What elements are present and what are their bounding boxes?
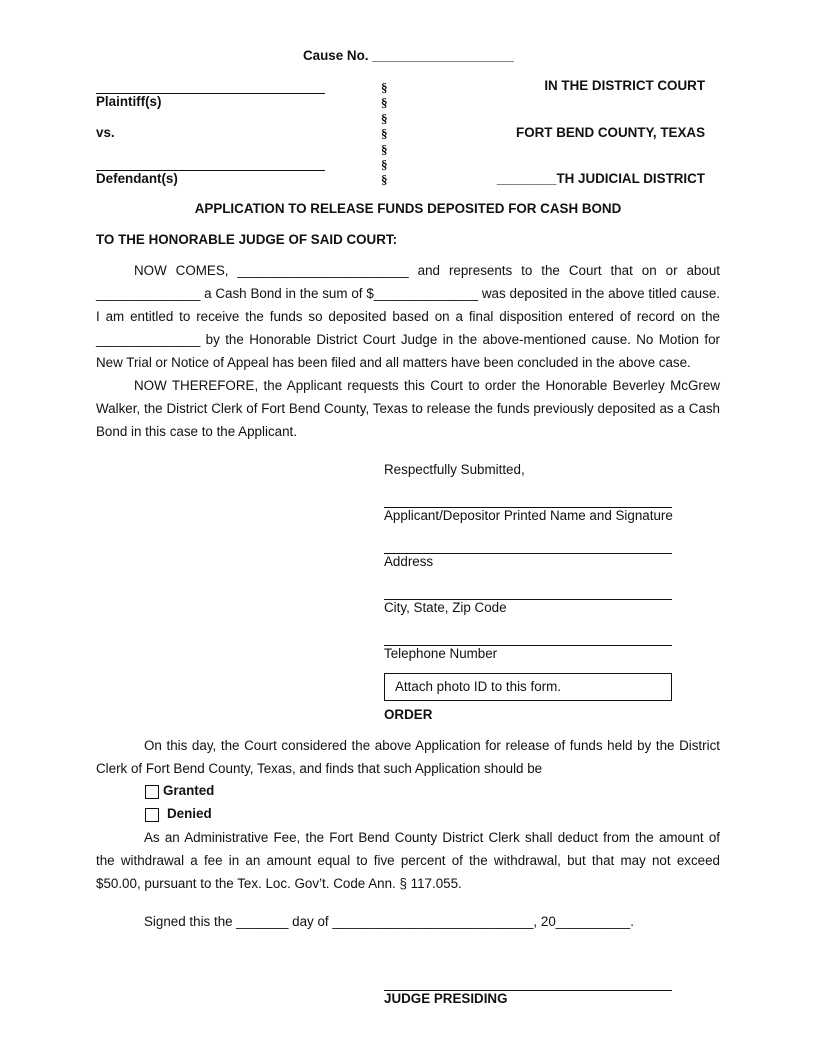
denied-checkbox[interactable] xyxy=(145,808,159,822)
granted-checkbox[interactable] xyxy=(145,785,159,799)
telephone-label: Telephone Number xyxy=(384,646,498,661)
order-text xyxy=(96,734,720,780)
photo-id-note: Attach photo ID to this form. xyxy=(395,679,561,694)
cause-number: Cause No. ___________________ xyxy=(303,48,514,63)
denied-label: Denied xyxy=(167,806,212,821)
order-heading: ORDER xyxy=(384,707,433,722)
salutation: TO THE HONORABLE JUDGE OF SAID COURT: xyxy=(96,232,398,247)
court-line-1: IN THE DISTRICT COURT xyxy=(544,78,705,93)
court-line-2: FORT BEND COUNTY, TEXAS xyxy=(516,125,705,140)
address-label: Address xyxy=(384,554,434,569)
signed-date-line: Signed this the _______ day of ___________________________, 20__________. xyxy=(144,914,634,929)
body-paragraph-1: NOW COMES, _______________________ and represents to the Court that on or about ______________ a Cash Bond in the sum of $______________ was deposited in the above titled cause. I am entitled to receive the funds so deposited based on a final disposition entered of record on the ______________ by the Honorable District Court Judge in the above-mentioned cause. No Motion for New Trial or Notice of Appeal has been filed and all matters have been concluded in the above case. xyxy=(96,263,720,370)
vs-label: vs. xyxy=(96,125,115,140)
section-symbol: § xyxy=(381,156,388,172)
photo-id-box xyxy=(384,673,672,701)
section-symbols xyxy=(381,80,388,188)
section-symbol: § xyxy=(381,126,388,142)
respectfully-submitted: Respectfully Submitted, xyxy=(384,462,525,477)
body-paragraph-2: NOW THEREFORE, the Applicant requests this Court to order the Honorable Beverley McGrew Walker, the District Clerk of Fort Bend County, Texas to release the funds previously deposited as a Cash Bond in this case to the Applicant. xyxy=(96,378,720,439)
body-text xyxy=(96,259,720,443)
court-line-3: ________TH JUDICIAL DISTRICT xyxy=(496,171,705,186)
name-signature-label: Applicant/Depositor Printed Name and Signature xyxy=(384,508,673,523)
fee-text xyxy=(96,826,720,895)
plaintiff-label: Plaintiff(s) xyxy=(96,94,162,109)
section-symbol: § xyxy=(381,172,388,188)
judge-presiding-label: JUDGE PRESIDING xyxy=(384,991,508,1006)
order-paragraph: On this day, the Court considered the above Application for release of funds held by the District Clerk of Fort Bend County, Texas, and finds that such Application should be xyxy=(96,738,720,776)
section-symbol: § xyxy=(381,141,388,157)
defendant-label: Defendant(s) xyxy=(96,171,178,186)
city-state-zip-label: City, State, Zip Code xyxy=(384,600,507,615)
document-title: APPLICATION TO RELEASE FUNDS DEPOSITED FOR CASH BOND xyxy=(194,201,622,216)
section-symbol: § xyxy=(381,95,388,111)
section-symbol: § xyxy=(381,110,388,126)
fee-paragraph: As an Administrative Fee, the Fort Bend County District Clerk shall deduct from the amount of the withdrawal a fee in an amount equal to five percent of the withdrawal, but that may not exceed $50.00, pursuant to the Tex. Loc. Gov’t. Code Ann. § 117.055. xyxy=(96,830,720,891)
section-symbol: § xyxy=(381,80,388,95)
granted-label: Granted xyxy=(163,783,215,798)
